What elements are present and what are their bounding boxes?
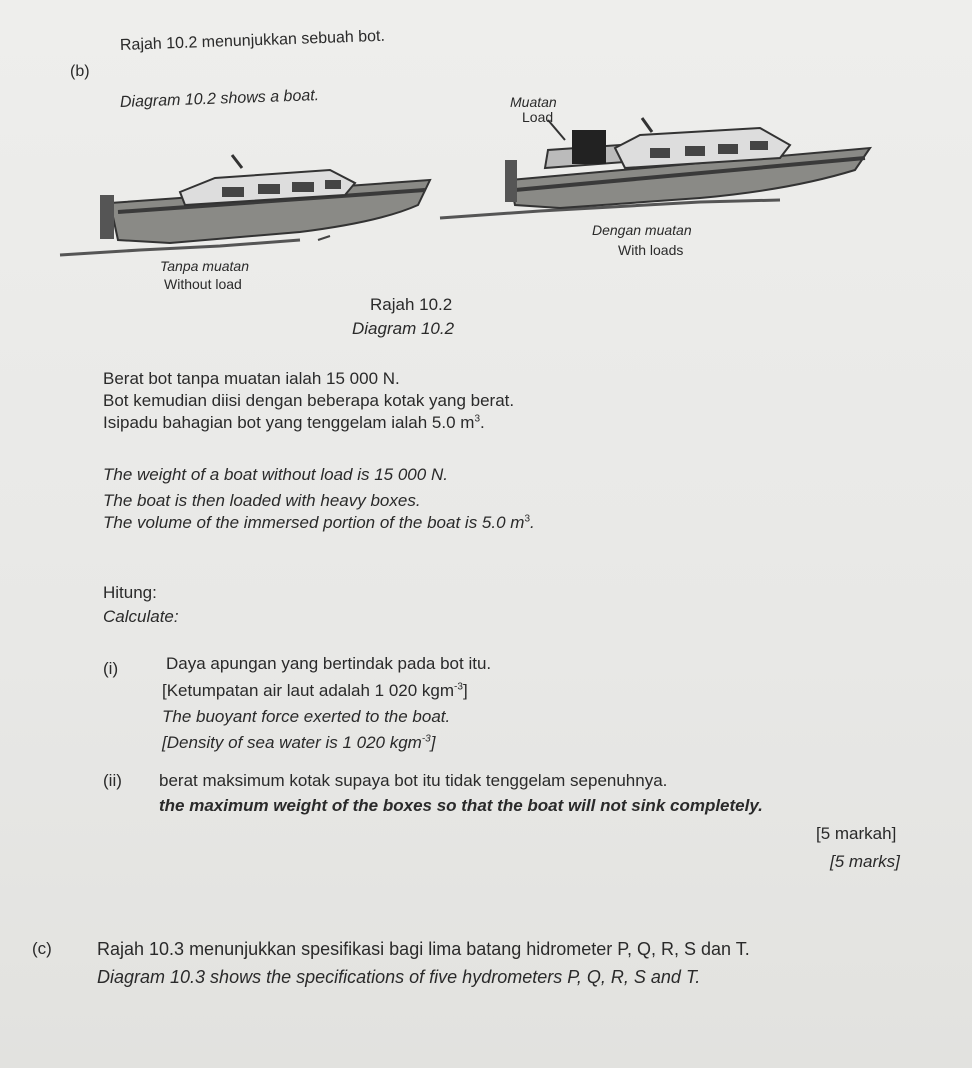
boat-without-load — [60, 155, 430, 255]
q1-number: (i) — [103, 659, 119, 678]
part-b-intro-ms: Rajah 10.2 menunjukkan sebuah bot. — [119, 27, 386, 54]
caption-ms: Rajah 10.2 — [370, 295, 453, 314]
calc-ms: Hitung: — [103, 583, 157, 602]
label-with-load-ms: Dengan muatan — [592, 222, 692, 238]
part-c-en: Diagram 10.3 shows the specifications of five hydrometers P, Q, R, S and T. — [97, 967, 701, 987]
q1-density-en: [Density of sea water is 1 020 kgm$^{-3}$] — [162, 733, 436, 752]
info-ms-3: Isipadu bahagian bot yang tenggelam ialah 5.0 $m^3$. — [103, 413, 485, 432]
calc-en: Calculate: — [103, 607, 179, 626]
q1-ms: Daya apungan yang bertindak pada bot itu. — [166, 654, 492, 673]
part-c-marker: (c) — [32, 939, 52, 958]
part-b-marker: (b) — [70, 63, 90, 80]
q2-number: (ii) — [103, 771, 122, 790]
info-ms-1: Berat bot tanpa muatan ialah 15 000 N. — [103, 369, 400, 388]
label-with-load-en: With loads — [618, 242, 684, 258]
label-no-load-en: Without load — [164, 276, 242, 292]
q2-en: the maximum weight of the boxes so that the boat will not sink completely. — [159, 796, 763, 815]
caption-en: Diagram 10.2 — [352, 319, 455, 338]
part-c-ms: Rajah 10.3 menunjukkan spesifikasi bagi lima batang hidrometer P, Q, R, S dan T. — [97, 939, 750, 959]
boat-with-load — [440, 118, 870, 218]
label-load-en: Load — [522, 109, 554, 125]
label-load-ms: Muatan — [510, 94, 557, 110]
q1-en: The buoyant force exerted to the boat. — [162, 707, 451, 726]
part-b-intro-en: Diagram 10.2 shows a boat. — [119, 87, 320, 111]
info-en-1: The weight of a boat without load is 15 000 N. — [103, 465, 448, 484]
q1-density-ms: [Ketumpatan air laut adalah 1 020 kgm$^{-3}$] — [162, 681, 468, 700]
info-ms-2: Bot kemudian diisi dengan beberapa kotak yang berat. — [103, 391, 515, 410]
marks-en: [5 marks] — [830, 852, 900, 871]
info-en-2: The boat is then loaded with heavy boxes. — [103, 491, 421, 510]
info-en-3: The volume of the immersed portion of the boat is 5.0 $m^3$. — [103, 513, 535, 532]
marks-ms: [5 markah] — [816, 824, 897, 843]
label-no-load-ms: Tanpa muatan — [160, 258, 249, 274]
q2-ms: berat maksimum kotak supaya bot itu tidak tenggelam sepenuhnya. — [159, 771, 668, 790]
